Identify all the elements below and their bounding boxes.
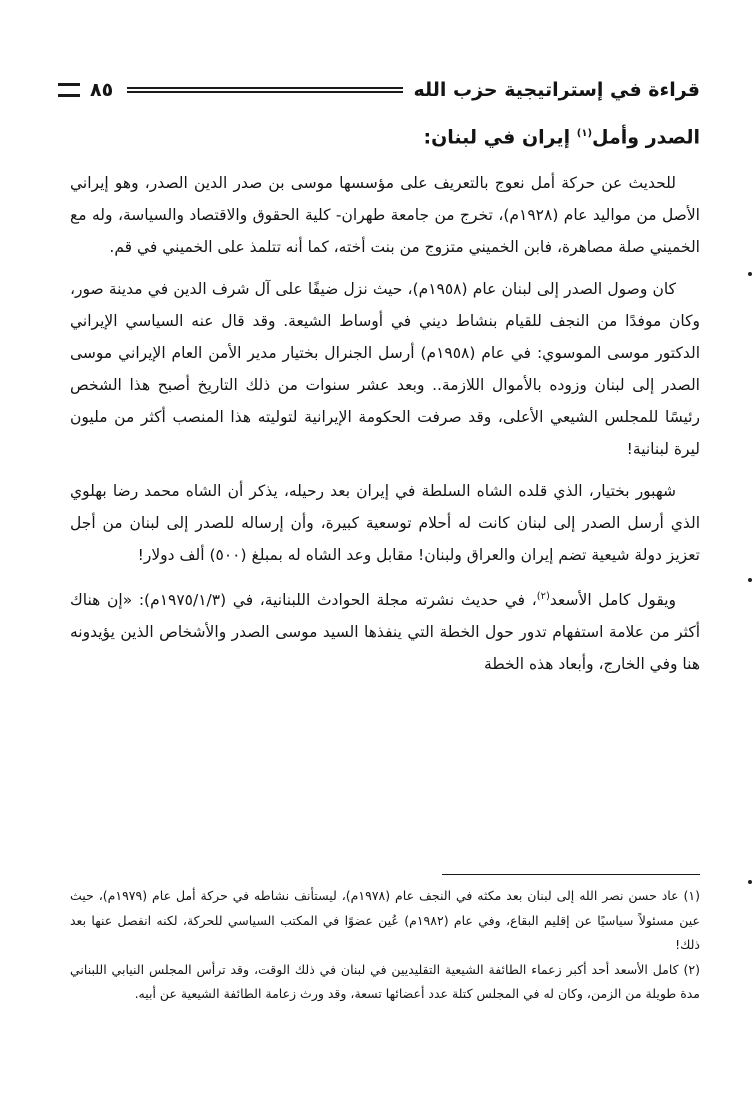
header-rule: [127, 87, 403, 93]
paragraph-3: شهبور بختيار، الذي قلده الشاه السلطة في إيران بعد رحيله، يذكر أن الشاه محمد رضا بهلوي الذي أرسل الصدر إلى لبنان كانت له أحلام توسعية كبيرة، وأن إرساله للصدر إلى لبنان من أجل تعزيز دولة شيعية تضم إيران والعراق ولبنان! مقابل وعد الشاه له بمبلغ (٥٠٠) ألف دولار!: [70, 482, 700, 565]
footnote-2: (٢) كامل الأسعد أحد أكبر زعماء الطائفة الشيعية التقليديين في لبنان في ذلك الوقت، وقد ترأس المجلس النيابي اللبناني مدة طويلة من الزمن، وكان له في المجلس كتلة عدد أعضائها تسعة، وقد ورث زعامة الطائفة الشيعية عن أبيه.: [70, 961, 700, 1001]
paragraph-4-rest: ، في حديث نشرته مجلة الحوادث اللبنانية، في (١٩٧٥/١/٣م): «إن هناك أكثر من علامة استفهام تدور حول الخطة التي ينفذها السيد موسى الصدر والأشخاص الذين يؤيدونه هنا وفي الخارج، وأبعاد هذه الخطة: [70, 591, 700, 674]
scan-margin-mark: [748, 272, 752, 276]
paragraph-2: كان وصول الصدر إلى لبنان عام (١٩٥٨م)، حيث نزل ضيفًا على آل شرف الدين في مدينة صور، وكان موفدًا من النجف للقيام بنشاط ديني في أوساط الشيعة. وقد قال عنه السياسي الإيراني الدكتور موسى الموسوي: في عام (١٩٥٨م) أرسل الجنرال بختيار مدير الأمن العام الإيراني موسى الصدر إلى لبنان وزوده بالأموال اللازمة.. وبعد عشر سنوات من ذلك التاريخ أصبح هذا الشخص رئيسًا للمجلس الشيعي الأعلى، وقد صرفت الحكومة الإيرانية لتوليته هذا المنصب أكثر من مليون ليرة لبنانية!: [70, 280, 700, 459]
running-header: [58, 70, 700, 110]
section-heading-tail: إيران في لبنان:: [423, 126, 577, 149]
page-number: ٨٥: [90, 79, 114, 101]
header-title: قراءة في إستراتيجية حزب الله: [413, 79, 700, 101]
paragraph-4: [70, 581, 700, 680]
footnote-separator: [442, 874, 700, 875]
paragraph-4-start: ويقول كامل الأسعد: [549, 591, 676, 610]
header-bars-ornament: [58, 83, 80, 97]
page-body: [70, 118, 700, 690]
section-heading-text: الصدر وأمل: [592, 126, 700, 149]
paragraph-1: للحديث عن حركة أمل نعوج بالتعريف على مؤسسها موسى بن صدر الدين الصدر، وهو إيراني الأصل من مواليد عام (١٩٢٨م)، تخرج من جامعة طهران- كلية الحقوق والاقتصاد والسياسة، وله مع الخميني صلة مصاهرة، فابن الخميني متزوج من بنت أخته، كما أنه تتلمذ على الخميني في قم.: [70, 174, 700, 257]
scan-margin-mark: [748, 578, 752, 582]
footnote-ref-1[interactable]: (١): [576, 128, 593, 139]
section-heading: [70, 118, 700, 153]
footnote-1: (١) عاد حسن نصر الله إلى لبنان بعد مكثه في النجف عام (١٩٧٨م)، ليستأنف نشاطه في حركة أمل عام (١٩٧٩م)، حيث عين مسئولاً سياسيًا عن إقليم البقاع، وفي عام (١٩٨٢م) عُين عضوًا في المكتب السياسي للحركة، لكنه انفصل عنها بعد ذلك!: [70, 888, 700, 952]
scan-margin-mark: [748, 880, 752, 884]
footnotes: [70, 884, 700, 1007]
footnote-ref-2[interactable]: (٢): [536, 591, 550, 603]
